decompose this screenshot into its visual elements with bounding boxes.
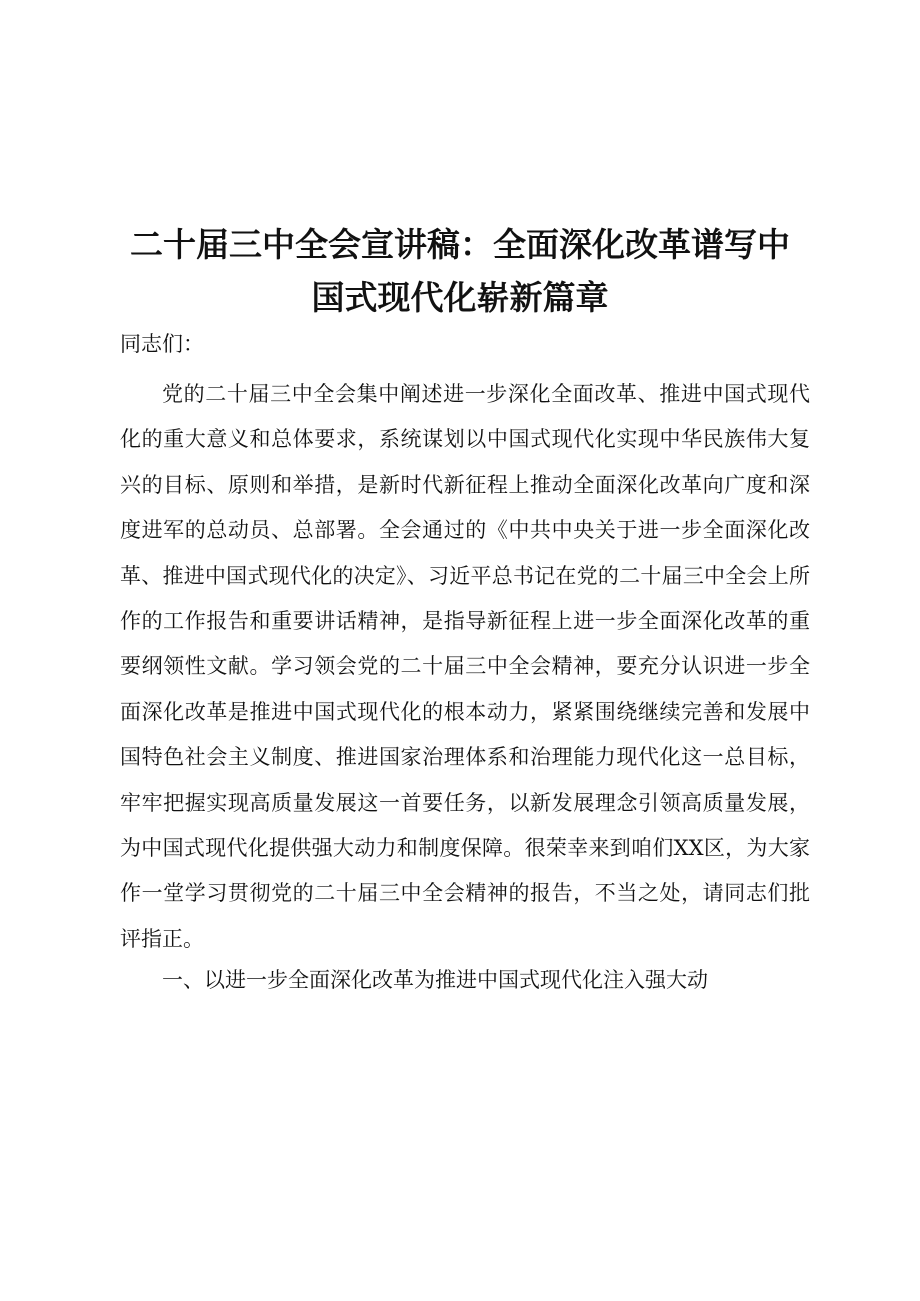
document-title-line-2: 国式现代化崭新篇章	[311, 278, 609, 317]
salutation: 同志们：	[120, 332, 204, 356]
section-heading-1: 一、以进一步全面深化改革为推进中国式现代化注入强大动	[162, 968, 708, 992]
document-title-line-1: 二十届三中全会宣讲稿：全面深化改革谱写中	[130, 225, 790, 264]
document-title	[110, 218, 810, 324]
body-paragraph: 党的二十届三中全会集中阐述进一步深化全面改革、推进中国式现代化的重大意义和总体要求，系统谋划以中国式现代化实现中华民族伟大复兴的目标、原则和举措，是新时代新征程上推动全面深化改革向广度和深度进军的总动员、总部署。全会通过的《中共中央关于进一步全面深化改革、推进中国式现代化的决定》、习近平总书记在党的二十届三中全会上所作的工作报告和重要讲话精神，是指导新征程上进一步全面深化改革的重要纲领性文献。学习领会党的二十届三中全会精神，要充分认识进一步全面深化改革是推进中国式现代化的根本动力，紧紧围绕继续完善和发展中国特色社会主义制度、推进国家治理体系和治理能力现代化这一总目标，牢牢把握实现高质量发展这一首要任务，以新发展理念引领高质量发展，为中国式现代化提供强大动力和制度保障。很荣幸来到咱们XX区，为大家作一堂学习贯彻党的二十届三中全会精神的报告，不当之处，请同志们批评指正。	[120, 382, 810, 951]
